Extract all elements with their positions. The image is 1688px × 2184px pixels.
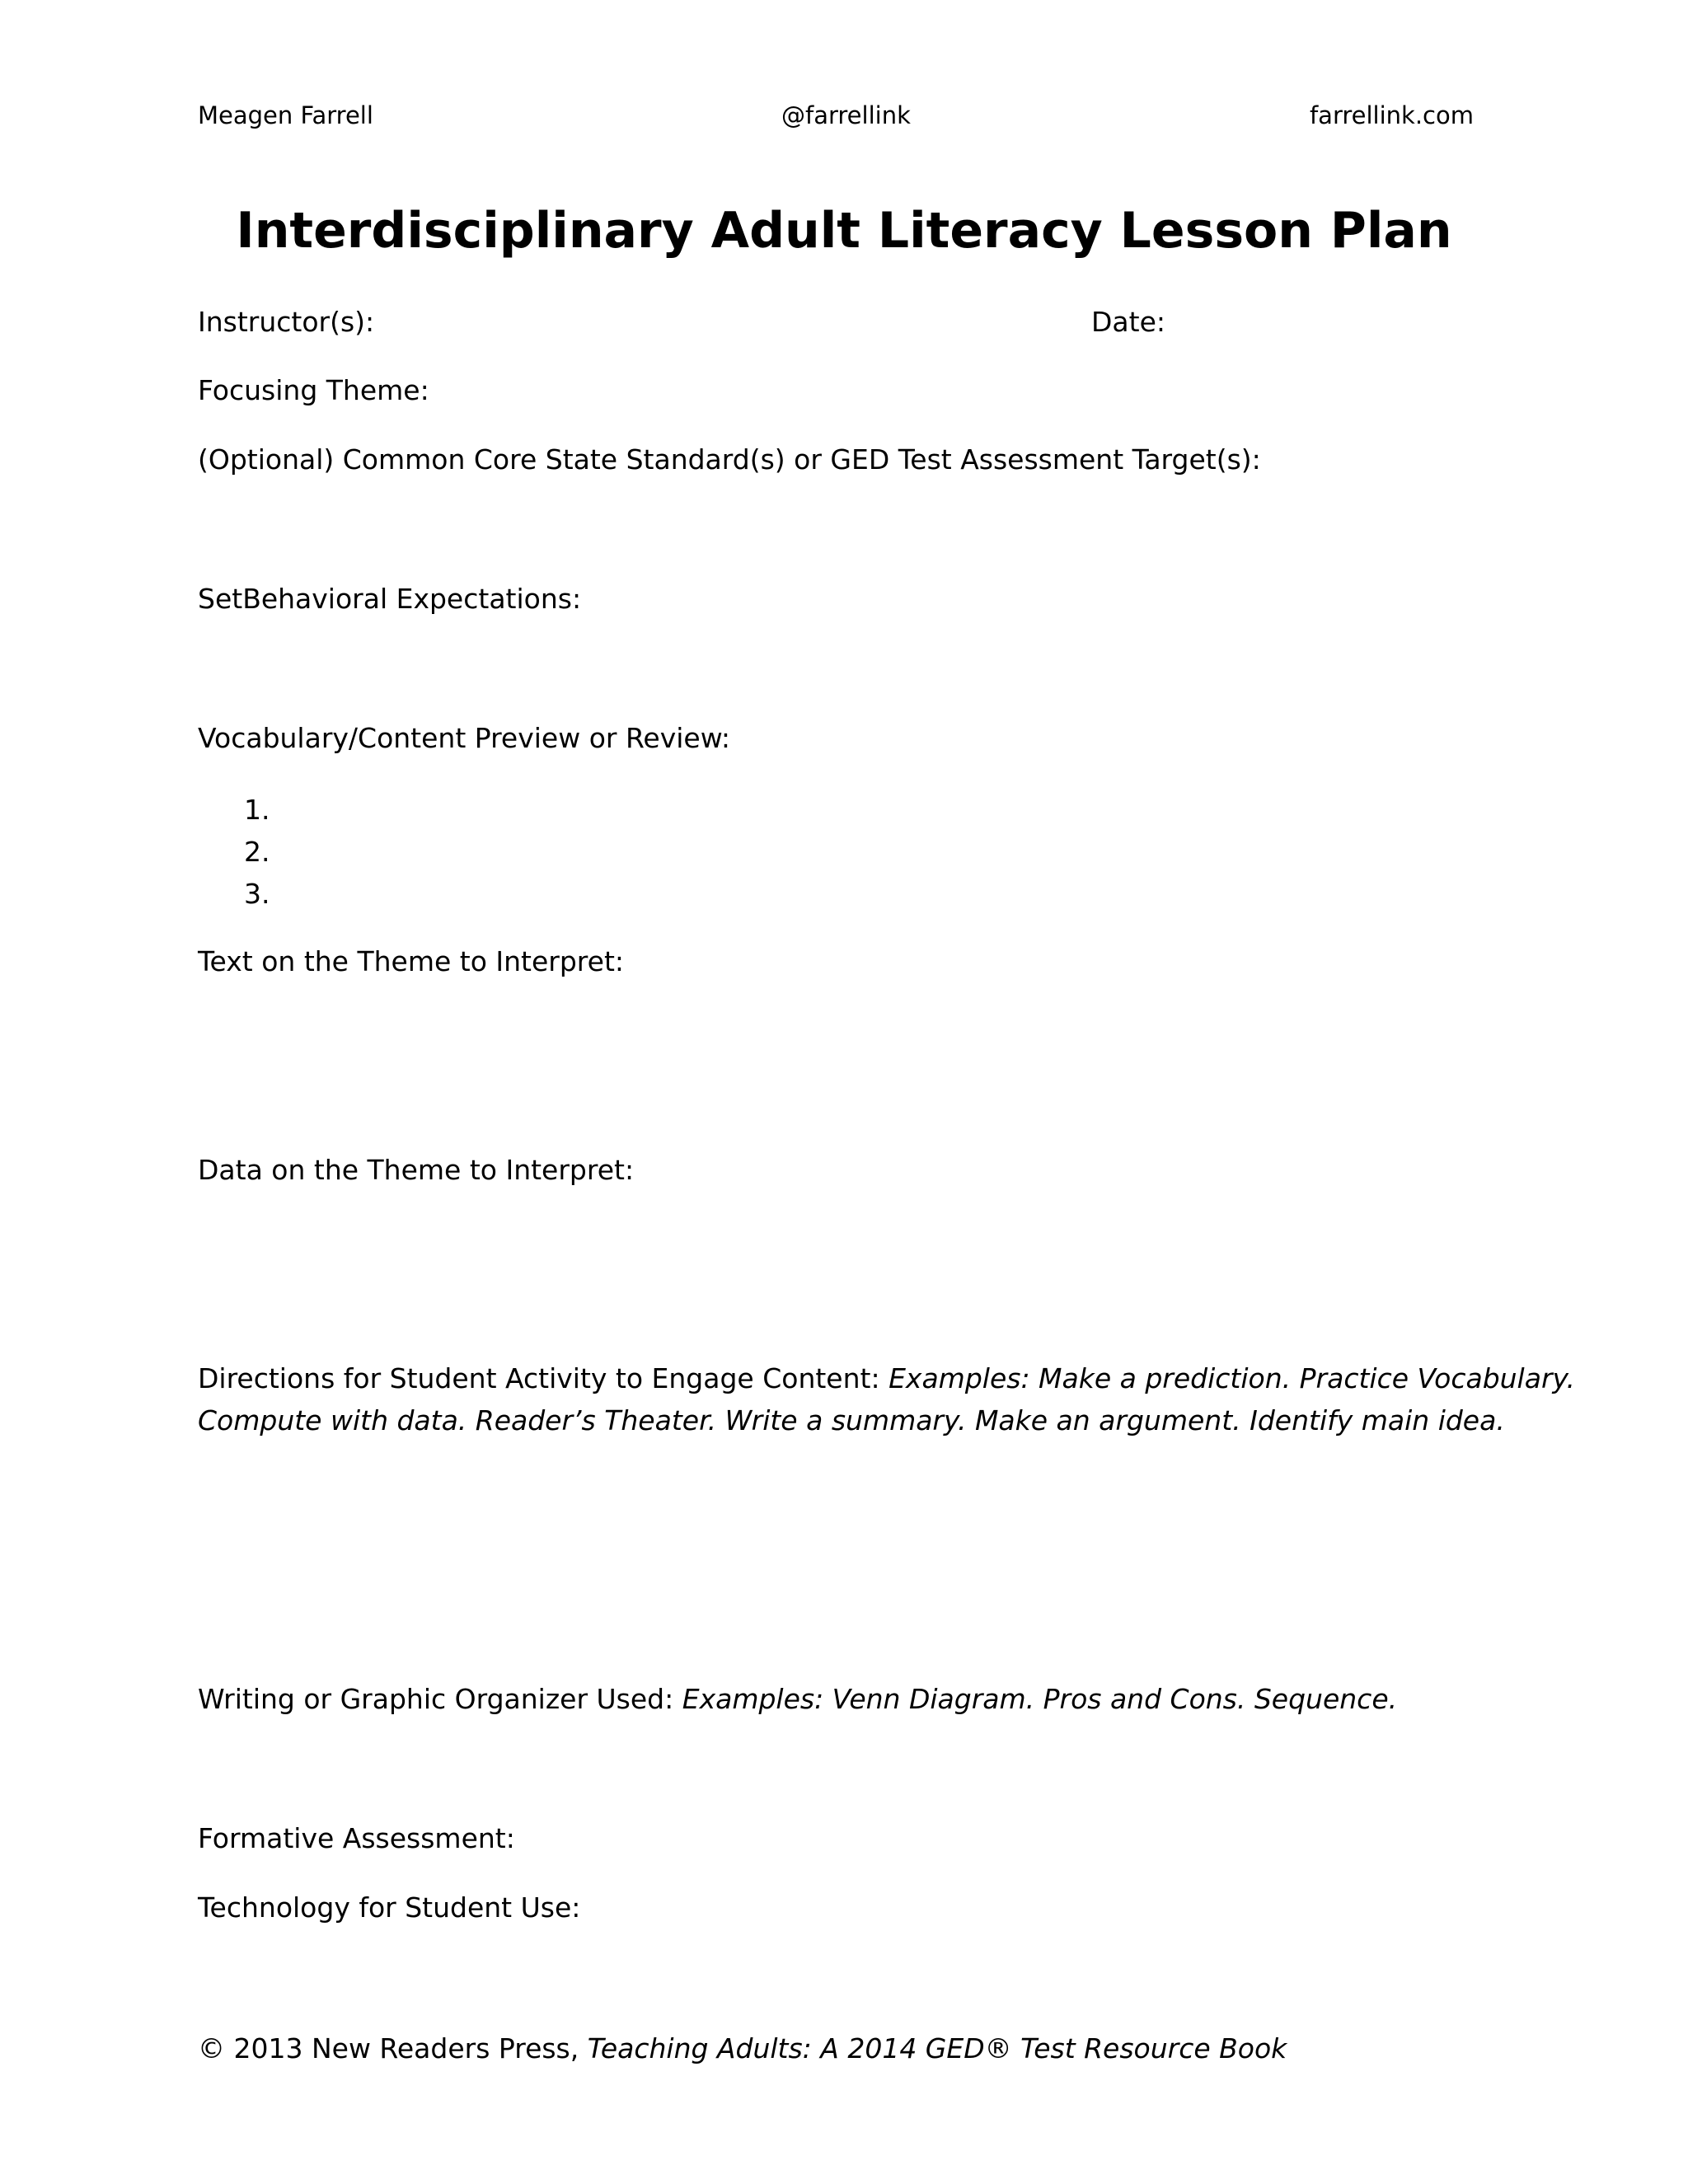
data-theme-label: Data on the Theme to Interpret: (198, 1154, 635, 1186)
copyright-text: © 2013 New Readers Press, (198, 2032, 588, 2064)
directions-examples: Examples: Make a prediction. Practice Vocabulary. (889, 1362, 1575, 1394)
organizer-examples: Examples: Venn Diagram. Pros and Cons. Sequence. (682, 1683, 1398, 1715)
standards-label: (Optional) Common Core State Standard(s) or GED Test Assessment Target(s): (198, 443, 1261, 476)
footer-copyright (198, 2028, 1287, 2069)
formative-assessment-label: Formative Assessment: (198, 1822, 515, 1854)
page-title: Interdisciplinary Adult Literacy Lesson Plan (236, 202, 1452, 260)
directions-label: Directions for Student Activity to Engage Content: (198, 1362, 889, 1394)
focusing-theme-label: Focusing Theme: (198, 374, 429, 406)
organizer-label: Writing or Graphic Organizer Used: (198, 1683, 682, 1715)
list-item: 3. (244, 878, 270, 910)
date-label: Date: (1091, 306, 1165, 338)
header-author: Meagen Farrell (198, 101, 373, 129)
behavioral-expectations-label: SetBehavioral Expectations: (198, 583, 582, 615)
vocabulary-label: Vocabulary/Content Preview or Review: (198, 722, 731, 754)
directions-examples-continued: Compute with data. Reader’s Theater. Write a summary. Make an argument. Identify main idea. (198, 1404, 1505, 1436)
instructors-label: Instructor(s): (198, 306, 375, 338)
book-title: Teaching Adults: A 2014 GED® Test Resource Book (587, 2032, 1287, 2064)
header-handle: @farrellink (781, 101, 911, 129)
list-item: 2. (244, 836, 270, 868)
text-theme-label: Text on the Theme to Interpret: (198, 945, 625, 977)
directions-line-1 (198, 1358, 1575, 1399)
list-item: 1. (244, 794, 270, 826)
vocabulary-list (244, 790, 270, 916)
organizer-line (198, 1679, 1397, 1720)
header-website: farrellink.com (1309, 101, 1474, 129)
technology-label: Technology for Student Use: (198, 1891, 581, 1924)
